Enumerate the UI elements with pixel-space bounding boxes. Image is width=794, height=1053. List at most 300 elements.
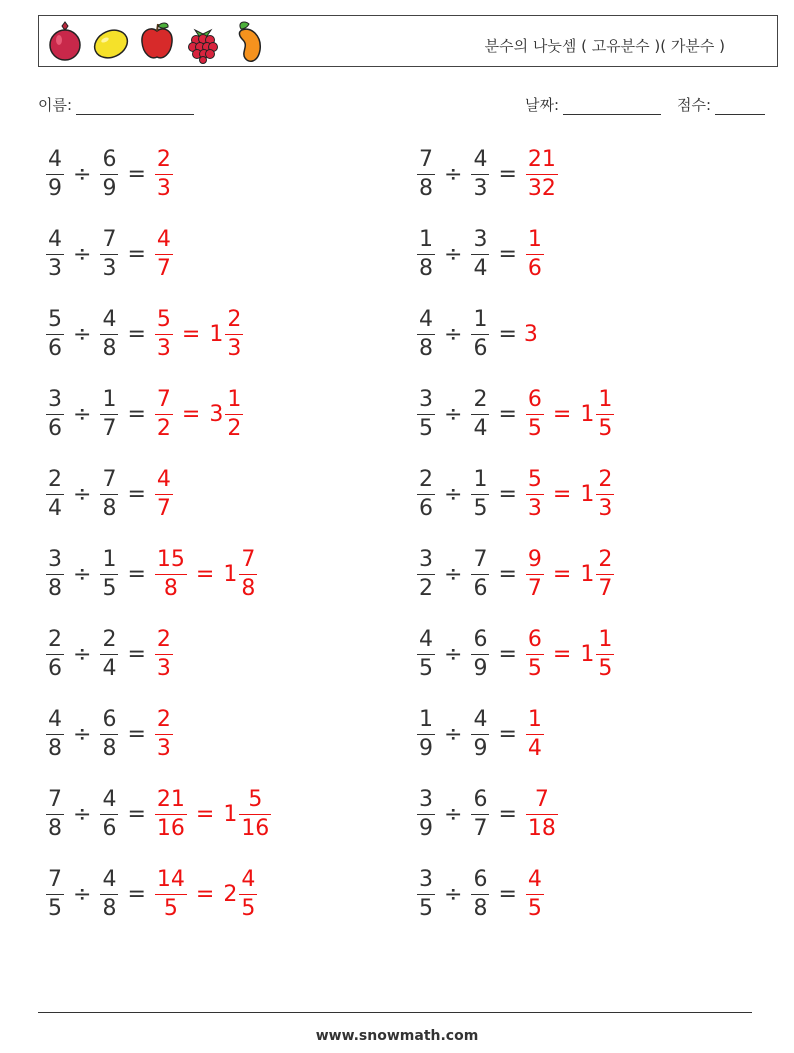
- lemon-icon: [91, 20, 131, 64]
- dividend-fraction: [417, 706, 435, 761]
- divisor-fraction-numerator: 4: [100, 789, 118, 815]
- answer-fraction-numerator: 4: [155, 469, 173, 495]
- equals-sign: =: [127, 881, 146, 907]
- problem-row: [44, 864, 259, 924]
- answer-fraction-denominator: 3: [156, 655, 171, 681]
- divisor-fraction-denominator: 8: [473, 895, 488, 921]
- mango-icon: [229, 20, 269, 64]
- divisor-fraction-numerator: 2: [471, 389, 489, 415]
- equals-sign: =: [498, 881, 517, 907]
- equals-sign: =: [498, 801, 517, 827]
- mixed-fraction-numerator: 2: [596, 549, 614, 575]
- mixed-fraction: [596, 386, 614, 441]
- divide-sign: ÷: [444, 321, 463, 347]
- divide-sign: ÷: [73, 721, 92, 747]
- divisor-fraction: [471, 706, 489, 761]
- problem-row: [44, 144, 175, 204]
- dividend-fraction-denominator: 9: [419, 735, 433, 761]
- dividend-fraction: [417, 546, 435, 601]
- raspberry-icon: [183, 20, 223, 64]
- divisor-fraction: [471, 386, 489, 441]
- answer-fraction-denominator: 5: [527, 895, 542, 921]
- answer-fraction: [155, 226, 173, 281]
- footer-url: www.snowmath.com: [315, 1028, 479, 1044]
- apple-icon: [137, 20, 177, 64]
- date-blank[interactable]: [563, 100, 661, 115]
- score-field[interactable]: [677, 94, 765, 115]
- answer-fraction-denominator: 3: [156, 735, 171, 761]
- mixed-fraction-denominator: 5: [598, 415, 613, 441]
- dividend-fraction: [46, 866, 64, 921]
- answer-fraction-denominator: 6: [527, 255, 542, 281]
- divisor-fraction-denominator: 6: [473, 575, 488, 601]
- dividend-fraction: [46, 146, 64, 201]
- divisor-fraction-numerator: 6: [471, 869, 489, 895]
- dividend-fraction-denominator: 5: [419, 895, 433, 921]
- divide-sign: ÷: [73, 401, 92, 427]
- divide-sign: ÷: [73, 801, 92, 827]
- mixed-fraction: [225, 306, 243, 361]
- divisor-fraction: [100, 146, 118, 201]
- answer-fraction-denominator: 4: [527, 735, 542, 761]
- problem-row: [44, 224, 175, 284]
- dividend-fraction-denominator: 8: [48, 815, 62, 841]
- divisor-fraction-denominator: 4: [473, 415, 488, 441]
- name-field[interactable]: [38, 94, 194, 115]
- problem-row: [44, 544, 259, 604]
- divisor-fraction: [471, 146, 489, 201]
- dividend-fraction-denominator: 4: [48, 495, 62, 521]
- dividend-fraction-denominator: 8: [419, 255, 433, 281]
- divide-sign: ÷: [73, 881, 92, 907]
- dividend-fraction-numerator: 3: [417, 869, 435, 895]
- divisor-fraction: [100, 386, 118, 441]
- problem-row: [415, 304, 538, 364]
- mixed-equals-sign: =: [195, 561, 215, 587]
- mixed-fraction-numerator: 1: [596, 389, 614, 415]
- dividend-fraction-numerator: 4: [46, 229, 64, 255]
- divide-sign: ÷: [444, 481, 463, 507]
- equals-sign: =: [498, 321, 517, 347]
- footer-divider: [38, 1012, 752, 1013]
- answer-fraction: [155, 146, 173, 201]
- dividend-fraction-denominator: 3: [48, 255, 62, 281]
- dividend-fraction: [46, 626, 64, 681]
- divisor-fraction-denominator: 4: [473, 255, 488, 281]
- mixed-fraction-denominator: 2: [227, 415, 242, 441]
- dividend-fraction-numerator: 7: [46, 789, 64, 815]
- divisor-fraction-numerator: 2: [100, 629, 118, 655]
- mixed-fraction: [596, 466, 614, 521]
- dividend-fraction: [417, 226, 435, 281]
- equals-sign: =: [498, 721, 517, 747]
- answer-fraction: [155, 306, 173, 361]
- answer-fraction-denominator: 5: [527, 415, 542, 441]
- dividend-fraction: [46, 226, 64, 281]
- divisor-fraction: [100, 466, 118, 521]
- equals-sign: =: [498, 561, 517, 587]
- mixed-equals-sign: =: [552, 641, 572, 667]
- dividend-fraction: [46, 546, 64, 601]
- answer-fraction-denominator: 3: [156, 175, 171, 201]
- equals-sign: =: [127, 401, 146, 427]
- divide-sign: ÷: [444, 561, 463, 587]
- mixed-fraction-numerator: 5: [239, 789, 271, 815]
- divisor-fraction: [100, 306, 118, 361]
- divisor-fraction-denominator: 5: [473, 495, 488, 521]
- problem-row: [415, 544, 616, 604]
- dividend-fraction-numerator: 2: [46, 469, 64, 495]
- divisor-fraction-denominator: 6: [473, 335, 488, 361]
- dividend-fraction-numerator: 1: [417, 709, 435, 735]
- dividend-fraction-numerator: 2: [46, 629, 64, 655]
- divisor-fraction-numerator: 6: [471, 629, 489, 655]
- problem-row: [415, 464, 616, 524]
- dividend-fraction: [46, 466, 64, 521]
- problem-row: [415, 224, 546, 284]
- divisor-fraction-numerator: 1: [471, 309, 489, 335]
- dividend-fraction-numerator: 3: [417, 789, 435, 815]
- equals-sign: =: [127, 241, 146, 267]
- answer-fraction-numerator: 1: [526, 229, 544, 255]
- answer-fraction-numerator: 2: [155, 709, 173, 735]
- answer-fraction-denominator: 2: [156, 415, 171, 441]
- equals-sign: =: [127, 721, 146, 747]
- dividend-fraction-numerator: 3: [417, 389, 435, 415]
- dividend-fraction-denominator: 6: [48, 415, 62, 441]
- problem-row: [44, 384, 245, 444]
- dividend-fraction-denominator: 8: [48, 575, 62, 601]
- answer-fraction: [526, 626, 544, 681]
- mixed-whole: 1: [209, 321, 224, 347]
- dividend-fraction-denominator: 9: [48, 175, 62, 201]
- answer-fraction: [155, 866, 187, 921]
- divisor-fraction-denominator: 5: [102, 575, 117, 601]
- answer-fraction-numerator: 4: [526, 869, 544, 895]
- equals-sign: =: [127, 161, 146, 187]
- answer-fraction-numerator: 14: [155, 869, 187, 895]
- mixed-whole: 1: [580, 481, 595, 507]
- divisor-fraction-numerator: 4: [100, 309, 118, 335]
- dividend-fraction-numerator: 3: [46, 389, 64, 415]
- divide-sign: ÷: [73, 241, 92, 267]
- mixed-fraction: [239, 866, 257, 921]
- divisor-fraction-numerator: 4: [471, 149, 489, 175]
- mixed-whole: 3: [209, 401, 224, 427]
- answer-fraction: [155, 626, 173, 681]
- dividend-fraction-denominator: 8: [48, 735, 62, 761]
- dividend-fraction-denominator: 8: [419, 335, 433, 361]
- mixed-equals-sign: =: [181, 401, 201, 427]
- divisor-fraction-numerator: 7: [100, 229, 118, 255]
- mixed-fraction-denominator: 5: [598, 655, 613, 681]
- divisor-fraction: [100, 786, 118, 841]
- divisor-fraction-denominator: 9: [102, 175, 117, 201]
- divisor-fraction: [100, 626, 118, 681]
- answer-whole: 3: [523, 321, 538, 347]
- divide-sign: ÷: [444, 401, 463, 427]
- date-label: 날짜:: [525, 96, 560, 114]
- dividend-fraction-denominator: 5: [48, 895, 62, 921]
- dividend-fraction-numerator: 4: [46, 149, 64, 175]
- answer-fraction: [526, 146, 558, 201]
- divisor-fraction-denominator: 3: [473, 175, 488, 201]
- equals-sign: =: [127, 641, 146, 667]
- fruit-icons: [45, 20, 269, 64]
- mixed-fraction: [239, 546, 257, 601]
- equals-sign: =: [127, 561, 146, 587]
- mixed-fraction: [596, 546, 614, 601]
- dividend-fraction-numerator: 4: [417, 309, 435, 335]
- divisor-fraction-numerator: 7: [471, 549, 489, 575]
- divide-sign: ÷: [73, 561, 92, 587]
- divisor-fraction-numerator: 7: [100, 469, 118, 495]
- answer-fraction-numerator: 2: [155, 149, 173, 175]
- mixed-fraction-denominator: 3: [598, 495, 613, 521]
- mixed-equals-sign: =: [552, 481, 572, 507]
- dividend-fraction-denominator: 9: [419, 815, 433, 841]
- dividend-fraction-denominator: 5: [419, 415, 433, 441]
- divisor-fraction-numerator: 3: [471, 229, 489, 255]
- mixed-fraction-denominator: 3: [227, 335, 242, 361]
- problem-row: [415, 624, 616, 684]
- divide-sign: ÷: [444, 161, 463, 187]
- mixed-whole: 1: [580, 561, 595, 587]
- problem-row: [415, 144, 560, 204]
- divide-sign: ÷: [444, 881, 463, 907]
- answer-fraction-denominator: 16: [156, 815, 185, 841]
- answer-fraction-numerator: 6: [526, 629, 544, 655]
- divisor-fraction-denominator: 4: [102, 655, 117, 681]
- equals-sign: =: [498, 241, 517, 267]
- divide-sign: ÷: [73, 481, 92, 507]
- answer-fraction-numerator: 21: [526, 149, 558, 175]
- pomegranate-icon: [45, 20, 85, 64]
- divisor-fraction-numerator: 1: [100, 549, 118, 575]
- dividend-fraction-numerator: 7: [46, 869, 64, 895]
- dividend-fraction-numerator: 3: [417, 549, 435, 575]
- divisor-fraction-denominator: 3: [102, 255, 117, 281]
- divisor-fraction-denominator: 7: [473, 815, 488, 841]
- divisor-fraction-numerator: 1: [100, 389, 118, 415]
- mixed-whole: 1: [223, 561, 238, 587]
- divisor-fraction: [100, 546, 118, 601]
- divisor-fraction-denominator: 6: [102, 815, 117, 841]
- problem-row: [44, 704, 175, 764]
- answer-fraction-numerator: 21: [155, 789, 187, 815]
- problem-row: [415, 704, 546, 764]
- mixed-fraction-numerator: 2: [225, 309, 243, 335]
- mixed-whole: 1: [580, 641, 595, 667]
- answer-fraction: [526, 706, 544, 761]
- equals-sign: =: [127, 321, 146, 347]
- dividend-fraction: [417, 306, 435, 361]
- divide-sign: ÷: [444, 641, 463, 667]
- divide-sign: ÷: [73, 641, 92, 667]
- mixed-equals-sign: =: [552, 401, 572, 427]
- date-field[interactable]: [525, 94, 661, 115]
- dividend-fraction: [417, 786, 435, 841]
- answer-fraction-denominator: 7: [156, 495, 171, 521]
- answer-fraction-numerator: 2: [155, 629, 173, 655]
- mixed-whole: 1: [223, 801, 238, 827]
- answer-fraction-numerator: 6: [526, 389, 544, 415]
- problem-row: [415, 384, 616, 444]
- equals-sign: =: [498, 641, 517, 667]
- dividend-fraction-numerator: 5: [46, 309, 64, 335]
- answer-fraction-numerator: 4: [155, 229, 173, 255]
- equals-sign: =: [498, 481, 517, 507]
- divisor-fraction: [471, 626, 489, 681]
- equals-sign: =: [498, 161, 517, 187]
- divisor-fraction: [100, 226, 118, 281]
- score-blank[interactable]: [715, 100, 765, 115]
- mixed-fraction-denominator: 8: [241, 575, 256, 601]
- mixed-fraction: [225, 386, 243, 441]
- mixed-fraction-denominator: 16: [241, 815, 270, 841]
- answer-fraction-denominator: 5: [527, 655, 542, 681]
- problem-row: [44, 624, 175, 684]
- dividend-fraction: [417, 866, 435, 921]
- mixed-fraction: [239, 786, 271, 841]
- answer-fraction: [526, 226, 544, 281]
- problem-row: [415, 784, 560, 844]
- dividend-fraction-denominator: 8: [419, 175, 433, 201]
- answer-fraction: [155, 786, 187, 841]
- divisor-fraction: [100, 866, 118, 921]
- dividend-fraction-denominator: 5: [419, 655, 433, 681]
- answer-fraction-numerator: 5: [526, 469, 544, 495]
- dividend-fraction: [46, 786, 64, 841]
- header-box: [38, 15, 778, 67]
- divisor-fraction: [471, 866, 489, 921]
- problem-row: [44, 784, 273, 844]
- answer-fraction: [155, 546, 187, 601]
- divide-sign: ÷: [444, 801, 463, 827]
- divisor-fraction: [471, 306, 489, 361]
- answer-fraction: [155, 466, 173, 521]
- name-blank[interactable]: [76, 100, 194, 115]
- answer-fraction-denominator: 32: [527, 175, 556, 201]
- problem-row: [44, 304, 245, 364]
- mixed-fraction: [596, 626, 614, 681]
- divisor-fraction: [471, 546, 489, 601]
- answer-fraction: [526, 466, 544, 521]
- answer-fraction: [526, 866, 544, 921]
- answer-fraction-numerator: 9: [526, 549, 544, 575]
- divisor-fraction-denominator: 8: [102, 735, 117, 761]
- divisor-fraction-numerator: 6: [471, 789, 489, 815]
- dividend-fraction-denominator: 6: [419, 495, 433, 521]
- mixed-equals-sign: =: [195, 801, 215, 827]
- answer-fraction-numerator: 15: [155, 549, 187, 575]
- problem-row: [415, 864, 546, 924]
- divide-sign: ÷: [444, 721, 463, 747]
- score-label: 점수:: [677, 96, 712, 114]
- divisor-fraction-denominator: 7: [102, 415, 117, 441]
- divisor-fraction-denominator: 8: [102, 335, 117, 361]
- answer-fraction-denominator: 3: [156, 335, 171, 361]
- dividend-fraction: [46, 706, 64, 761]
- mixed-whole: 1: [580, 401, 595, 427]
- mixed-fraction-denominator: 7: [598, 575, 613, 601]
- equals-sign: =: [498, 401, 517, 427]
- divisor-fraction-numerator: 4: [100, 869, 118, 895]
- dividend-fraction-numerator: 4: [46, 709, 64, 735]
- equals-sign: =: [127, 801, 146, 827]
- dividend-fraction-numerator: 7: [417, 149, 435, 175]
- mixed-fraction-denominator: 5: [241, 895, 256, 921]
- answer-fraction: [155, 386, 173, 441]
- answer-fraction: [526, 546, 544, 601]
- divide-sign: ÷: [444, 241, 463, 267]
- mixed-fraction-numerator: 4: [239, 869, 257, 895]
- answer-fraction-denominator: 3: [527, 495, 542, 521]
- dividend-fraction: [417, 146, 435, 201]
- mixed-whole: 2: [223, 881, 238, 907]
- divisor-fraction: [471, 226, 489, 281]
- mixed-fraction-numerator: 1: [596, 629, 614, 655]
- dividend-fraction-numerator: 4: [417, 629, 435, 655]
- dividend-fraction-denominator: 2: [419, 575, 433, 601]
- divisor-fraction-denominator: 8: [102, 495, 117, 521]
- dividend-fraction-numerator: 2: [417, 469, 435, 495]
- divide-sign: ÷: [73, 321, 92, 347]
- dividend-fraction-denominator: 6: [48, 655, 62, 681]
- answer-fraction: [526, 786, 558, 841]
- dividend-fraction: [417, 626, 435, 681]
- dividend-fraction: [46, 386, 64, 441]
- divisor-fraction-denominator: 9: [473, 735, 488, 761]
- problem-row: [44, 464, 175, 524]
- dividend-fraction-denominator: 6: [48, 335, 62, 361]
- divide-sign: ÷: [73, 161, 92, 187]
- mixed-equals-sign: =: [181, 321, 201, 347]
- name-label: 이름:: [38, 96, 73, 114]
- mixed-fraction-numerator: 1: [225, 389, 243, 415]
- answer-fraction-numerator: 7: [155, 389, 173, 415]
- divisor-fraction-denominator: 9: [473, 655, 488, 681]
- worksheet-title: 분수의 나눗셈 ( 고유분수 )( 가분수 ): [484, 37, 725, 55]
- dividend-fraction-numerator: 1: [417, 229, 435, 255]
- dividend-fraction-numerator: 3: [46, 549, 64, 575]
- dividend-fraction: [417, 466, 435, 521]
- divisor-fraction: [100, 706, 118, 761]
- mixed-equals-sign: =: [195, 881, 215, 907]
- dividend-fraction: [46, 306, 64, 361]
- divisor-fraction-denominator: 8: [102, 895, 117, 921]
- mixed-fraction-numerator: 2: [596, 469, 614, 495]
- divisor-fraction-numerator: 6: [100, 709, 118, 735]
- mixed-fraction-numerator: 7: [239, 549, 257, 575]
- answer-fraction: [155, 706, 173, 761]
- divisor-fraction-numerator: 6: [100, 149, 118, 175]
- answer-fraction-numerator: 1: [526, 709, 544, 735]
- divisor-fraction: [471, 466, 489, 521]
- answer-fraction-numerator: 5: [155, 309, 173, 335]
- answer-fraction-denominator: 8: [163, 575, 178, 601]
- equals-sign: =: [127, 481, 146, 507]
- divisor-fraction-numerator: 4: [471, 709, 489, 735]
- answer-fraction-denominator: 18: [527, 815, 556, 841]
- answer-fraction: [526, 386, 544, 441]
- answer-fraction-denominator: 5: [163, 895, 178, 921]
- mixed-equals-sign: =: [552, 561, 572, 587]
- answer-fraction-denominator: 7: [527, 575, 542, 601]
- answer-fraction-denominator: 7: [156, 255, 171, 281]
- divisor-fraction: [471, 786, 489, 841]
- divisor-fraction-numerator: 1: [471, 469, 489, 495]
